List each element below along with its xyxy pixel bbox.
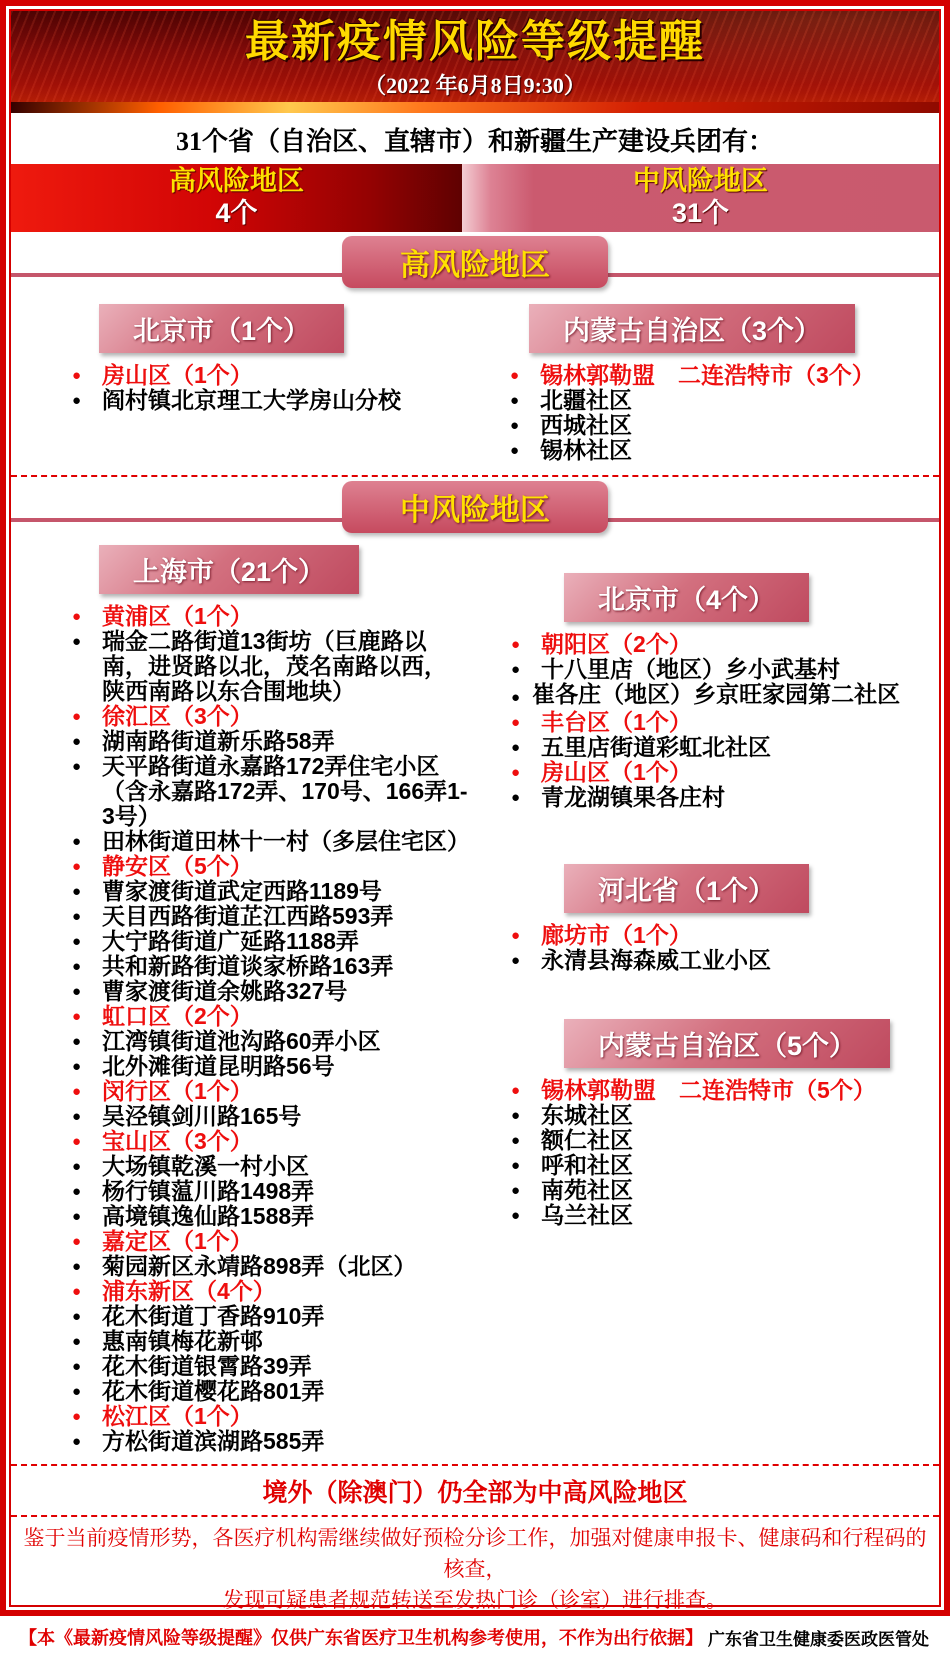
bullet-icon: ● <box>72 1308 82 1325</box>
place-item <box>69 929 468 954</box>
item-text: 浦东新区（4个） <box>102 1278 276 1304</box>
bullet-icon: ● <box>72 758 82 775</box>
item-text: 十八里店（地区）乡小武基村 <box>541 656 841 682</box>
risk-area-list <box>69 604 468 1454</box>
province-header-box: 内蒙古自治区（3个） <box>529 304 855 353</box>
poster-inner-frame <box>9 9 941 1649</box>
bullet-icon: ● <box>72 908 82 925</box>
bullet-icon: ● <box>510 442 520 459</box>
bullet-icon: ● <box>72 733 82 750</box>
bullet-icon: ● <box>511 952 521 969</box>
item-text: 江湾镇街道池沟路60弄小区 <box>102 1028 381 1054</box>
bullet-icon: ● <box>72 933 82 950</box>
item-text: 瑞金二路街道13街坊（巨鹿路以南，进贤路以北，茂名南路以西，陕西南路以东合围地块） <box>102 628 447 704</box>
bullet-icon: ● <box>511 927 521 944</box>
province-header-box: 北京市（4个） <box>564 573 809 622</box>
disclaimer-text: 【本《最新疫情风险等级提醒》仅供广东省医疗卫生机构参考使用，不作为出行依据】 <box>19 1628 703 1648</box>
bullet-icon: ● <box>511 1207 521 1224</box>
bullet-icon: ● <box>72 1083 82 1100</box>
place-item <box>69 1379 468 1404</box>
place-item <box>69 1029 468 1054</box>
item-text: 青龙湖镇果各庄村 <box>541 784 726 810</box>
district-item <box>69 1079 468 1104</box>
bullet-icon: ● <box>72 1158 82 1175</box>
item-text: 北外滩街道昆明路56号 <box>102 1053 335 1079</box>
item-text: 松江区（1个） <box>102 1403 253 1429</box>
item-text: 高境镇逸仙路1588弄 <box>102 1203 315 1229</box>
province-header-box: 内蒙古自治区（5个） <box>564 1019 890 1068</box>
mid-risk-badge: 中风险地区 <box>342 481 608 533</box>
place-item <box>508 682 939 710</box>
place-item <box>69 1179 468 1204</box>
item-text: 锡林社区 <box>540 437 632 463</box>
bullet-icon: ● <box>72 1408 82 1425</box>
item-text: 曹家渡街道余姚路327号 <box>102 978 348 1004</box>
place-item <box>69 979 468 1004</box>
issuer-name: 广东省卫生健康委医政医管处 <box>708 1629 929 1649</box>
item-text: 嘉定区（1个） <box>102 1228 253 1254</box>
district-item <box>69 1404 468 1429</box>
item-text: 共和新路街道谈家桥路163弄 <box>102 953 394 979</box>
item-text: 房山区（1个） <box>102 362 253 388</box>
mid-risk-right-column <box>508 537 939 1454</box>
place-item <box>508 1178 939 1203</box>
province-column-beijing-high <box>69 296 461 463</box>
risk-area-list <box>507 363 917 463</box>
bullet-icon: ● <box>511 689 521 706</box>
high-risk-columns <box>11 290 939 465</box>
item-text: 西城社区 <box>540 412 632 438</box>
province-group-beijing-mid <box>508 565 939 810</box>
item-text: 湖南路街道新乐路58弄 <box>102 728 335 754</box>
place-item <box>508 735 939 760</box>
bullet-icon: ● <box>72 833 82 850</box>
item-text: 天平路街道永嘉路172弄住宅小区（含永嘉路172弄、170号、166弄1-3号） <box>102 753 468 829</box>
place-item <box>69 754 468 829</box>
bullet-icon: ● <box>511 1107 521 1124</box>
place-item <box>69 1304 468 1329</box>
bullet-icon: ● <box>72 367 82 384</box>
place-item <box>69 1054 468 1079</box>
place-item <box>508 1128 939 1153</box>
place-item <box>508 657 939 682</box>
place-item <box>508 1203 939 1228</box>
province-group-hebei <box>508 856 939 973</box>
poster-date: （2022 年6月8日9:30） <box>364 73 586 98</box>
place-item <box>507 388 917 413</box>
place-item <box>69 1254 468 1279</box>
place-item <box>69 1154 468 1179</box>
place-item <box>508 948 939 973</box>
bullet-icon: ● <box>72 883 82 900</box>
place-item <box>69 829 468 854</box>
district-item <box>508 760 939 785</box>
item-text: 丰台区（1个） <box>541 709 692 735</box>
province-header-box: 上海市（21个） <box>99 545 359 594</box>
district-item <box>69 1004 468 1029</box>
place-item <box>69 904 468 929</box>
item-text: 房山区（1个） <box>541 759 692 785</box>
item-text: 锡林郭勒盟 二连浩特市（5个） <box>541 1077 876 1103</box>
place-item <box>69 1204 468 1229</box>
item-text: 花木街道樱花路801弄 <box>102 1378 325 1404</box>
item-text: 阎村镇北京理工大学房山分校 <box>102 387 401 413</box>
bullet-icon: ● <box>511 1082 521 1099</box>
bullet-icon: ● <box>72 1058 82 1075</box>
district-item <box>69 854 468 879</box>
place-item <box>69 1429 468 1454</box>
item-text: 五里店街道彩虹北社区 <box>541 734 772 760</box>
item-text: 天目西路街道芷江西路593弄 <box>102 903 394 929</box>
header-wave-decoration <box>11 102 939 113</box>
bullet-icon: ● <box>72 708 82 725</box>
risk-area-list <box>69 363 461 413</box>
district-item <box>508 710 939 735</box>
bullet-icon: ● <box>72 983 82 1000</box>
bullet-icon: ● <box>72 1033 82 1050</box>
province-column-shanghai <box>69 537 468 1454</box>
bullet-icon: ● <box>510 417 520 434</box>
item-text: 虹口区（2个） <box>102 1003 253 1029</box>
district-item <box>69 363 461 388</box>
bullet-icon: ● <box>72 1333 82 1350</box>
mid-risk-columns <box>11 535 939 1454</box>
place-item <box>69 629 468 704</box>
place-item <box>69 1329 468 1354</box>
bullet-icon: ● <box>511 661 521 678</box>
item-text: 南苑社区 <box>541 1177 634 1203</box>
item-text: 崔各庄（地区）乡京旺家园第二社区 <box>532 681 901 707</box>
footer-row <box>11 1618 939 1654</box>
high-risk-label: 高风险地区 <box>169 166 304 197</box>
item-text: 朝阳区（2个） <box>541 631 692 657</box>
medical-notice-line2: 发现可疑患者规范转送至发热门诊（诊室）进行排查。 <box>223 1588 727 1612</box>
place-item <box>69 388 461 413</box>
bullet-icon: ● <box>72 392 82 409</box>
header-banner <box>11 11 939 113</box>
bullet-icon: ● <box>511 789 521 806</box>
poster-title: 最新疫情风险等级提醒 <box>245 17 705 66</box>
place-item <box>508 1103 939 1128</box>
bullet-icon: ● <box>511 764 521 781</box>
item-text: 徐汇区（3个） <box>102 703 253 729</box>
item-text: 花木街道银霄路39弄 <box>102 1353 312 1379</box>
medical-notice <box>11 1517 939 1618</box>
summary-banners <box>11 164 939 232</box>
overseas-note: 境外（除澳门）仍全部为中高风险地区 <box>262 1480 688 1507</box>
bullet-icon: ● <box>72 1383 82 1400</box>
province-group-neimenggu-mid <box>508 1011 939 1228</box>
place-item <box>507 413 917 438</box>
item-text: 静安区（5个） <box>102 853 253 879</box>
bullet-icon: ● <box>72 1183 82 1200</box>
high-risk-summary-banner <box>11 164 462 232</box>
district-item <box>69 704 468 729</box>
bullet-icon: ● <box>72 1008 82 1025</box>
risk-area-list <box>508 1078 939 1228</box>
place-item <box>508 1153 939 1178</box>
mid-risk-section-header <box>11 481 939 535</box>
item-text: 宝山区（3个） <box>102 1128 253 1154</box>
place-item <box>69 729 468 754</box>
item-text: 曹家渡街道武定西路1189号 <box>102 878 382 904</box>
province-header-box: 河北省（1个） <box>564 864 809 913</box>
bullet-icon: ● <box>511 714 521 731</box>
item-text: 黄浦区（1个） <box>102 603 253 629</box>
province-column-neimenggu-high <box>507 296 917 463</box>
place-item <box>69 1104 468 1129</box>
bullet-icon: ● <box>72 1108 82 1125</box>
item-text: 田林街道田林十一村（多层住宅区） <box>102 828 470 854</box>
item-text: 方松街道滨湖路585弄 <box>102 1428 325 1454</box>
mid-risk-summary-banner <box>462 164 939 232</box>
item-text: 东城社区 <box>541 1102 634 1128</box>
bullet-icon: ● <box>72 1208 82 1225</box>
mid-risk-count: 31个 <box>671 198 730 228</box>
item-text: 大场镇乾溪一村小区 <box>102 1153 309 1179</box>
district-item <box>508 632 939 657</box>
item-text: 呼和社区 <box>541 1152 634 1178</box>
bullet-icon: ● <box>72 1433 82 1450</box>
item-text: 菊园新区永靖路898弄（北区） <box>102 1253 417 1279</box>
item-text: 永清县海森威工业小区 <box>541 947 772 973</box>
place-item <box>508 785 939 810</box>
item-text: 惠南镇梅花新邨 <box>102 1328 263 1354</box>
item-text: 杨行镇蕰川路1498弄 <box>102 1178 315 1204</box>
bullet-icon: ● <box>72 1283 82 1300</box>
district-item <box>69 1229 468 1254</box>
item-text: 额仁社区 <box>541 1127 634 1153</box>
bullet-icon: ● <box>511 636 521 653</box>
item-text: 乌兰社区 <box>541 1202 634 1228</box>
item-text: 闵行区（1个） <box>102 1078 253 1104</box>
item-text: 吴泾镇剑川路165号 <box>102 1103 302 1129</box>
risk-area-list <box>508 923 939 973</box>
district-item <box>69 604 468 629</box>
place-item <box>507 438 917 463</box>
high-risk-section-header <box>11 236 939 290</box>
district-item <box>508 1078 939 1103</box>
item-text: 北疆社区 <box>540 387 632 413</box>
bullet-icon: ● <box>72 858 82 875</box>
place-item <box>69 954 468 979</box>
item-text: 廊坊市（1个） <box>541 922 692 948</box>
bullet-icon: ● <box>72 633 82 650</box>
item-text: 大宁路街道广延路1188弄 <box>102 928 359 954</box>
bullet-icon: ● <box>72 1358 82 1375</box>
bullet-icon: ● <box>72 1133 82 1150</box>
high-risk-count: 4个 <box>215 198 258 228</box>
poster-subtitle: 31个省（自治区、直辖市）和新疆生产建设兵团有： <box>175 127 774 156</box>
bullet-icon: ● <box>511 1182 521 1199</box>
bullet-icon: ● <box>72 1233 82 1250</box>
bullet-icon: ● <box>511 1132 521 1149</box>
bullet-icon: ● <box>511 1157 521 1174</box>
risk-area-list <box>508 632 939 810</box>
high-risk-badge: 高风险地区 <box>342 236 608 288</box>
district-item <box>69 1279 468 1304</box>
item-text: 花木街道丁香路910弄 <box>102 1303 325 1329</box>
bullet-icon: ● <box>510 367 520 384</box>
place-item <box>69 879 468 904</box>
district-item <box>508 923 939 948</box>
district-item <box>69 1129 468 1154</box>
place-item <box>69 1354 468 1379</box>
medical-notice-line1: 鉴于当前疫情形势，各医疗机构需继续做好预检分诊工作，加强对健康申报卡、健康码和行程码的核查， <box>23 1526 927 1581</box>
bullet-icon: ● <box>72 1258 82 1275</box>
province-header-box: 北京市（1个） <box>99 304 344 353</box>
bullet-icon: ● <box>72 608 82 625</box>
district-item <box>507 363 917 388</box>
bullet-icon: ● <box>510 392 520 409</box>
bullet-icon: ● <box>72 958 82 975</box>
item-text: 锡林郭勒盟 二连浩特市（3个） <box>540 362 875 388</box>
dashed-divider <box>11 475 939 477</box>
mid-risk-label: 中风险地区 <box>633 166 768 197</box>
bullet-icon: ● <box>511 739 521 756</box>
